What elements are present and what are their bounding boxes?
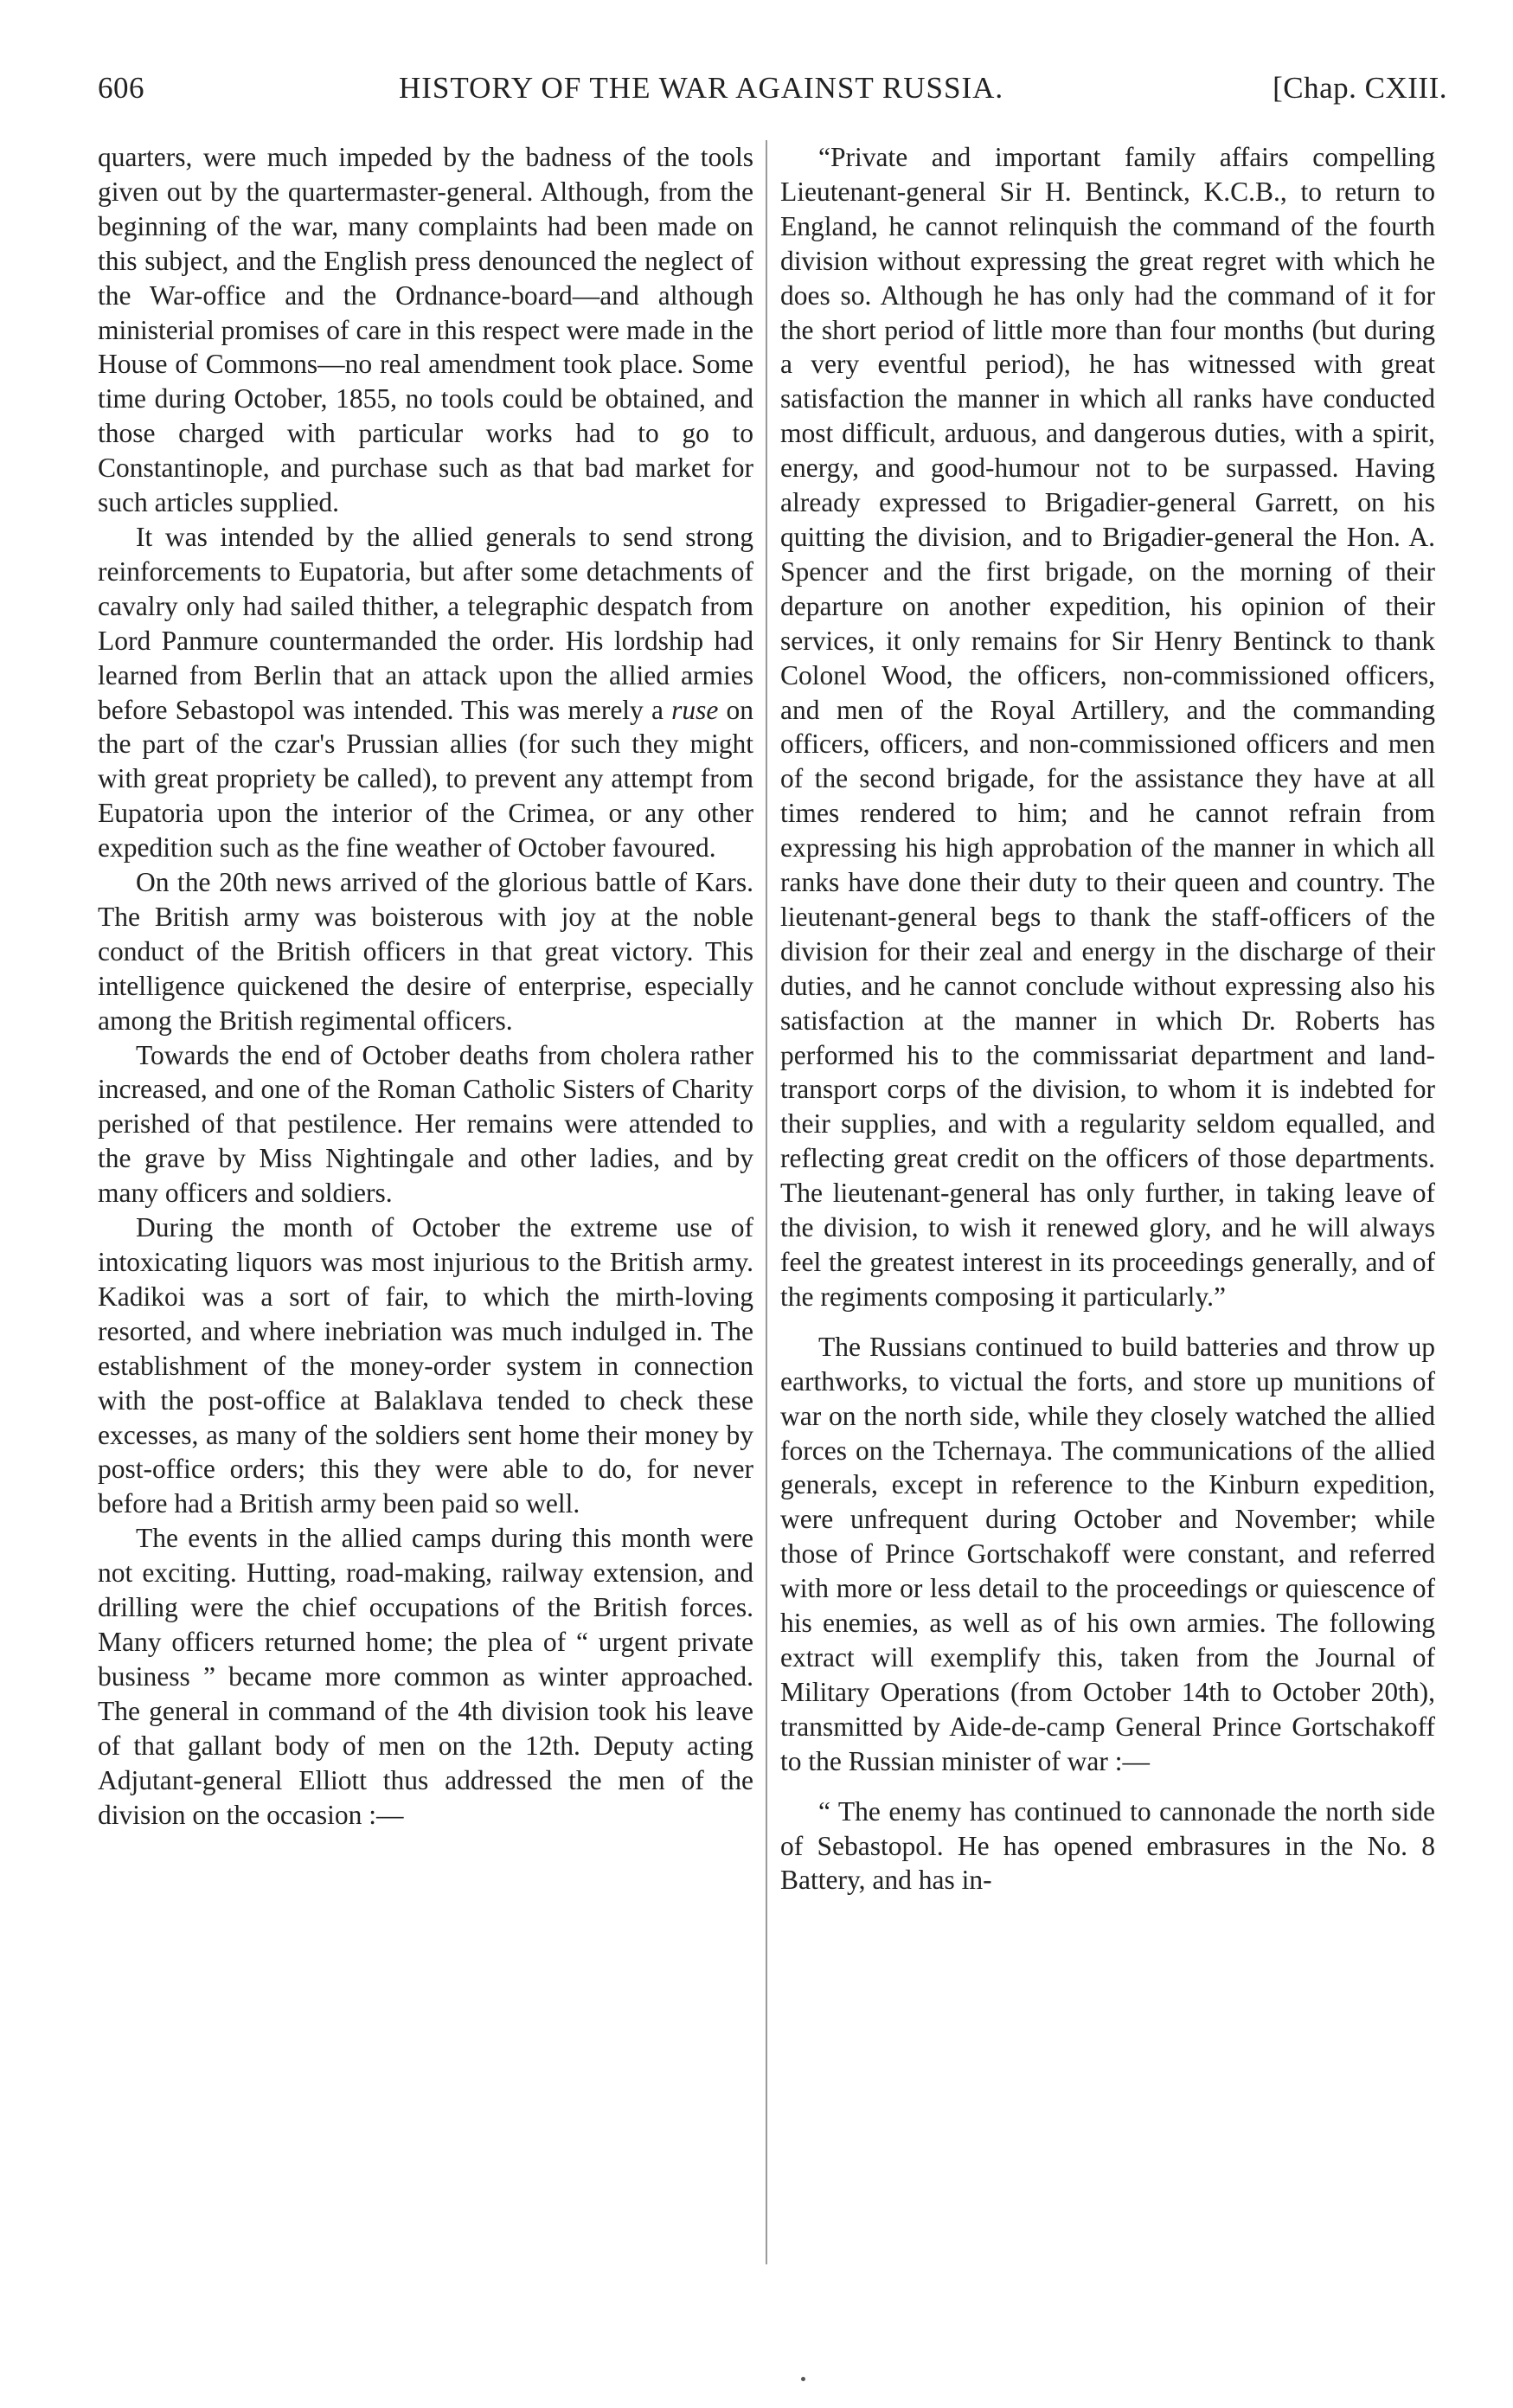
running-title: HISTORY OF THE WAR AGAINST RUSSIA. xyxy=(399,71,1004,105)
page-number: 606 xyxy=(98,71,144,105)
italic-ruse: ruse xyxy=(671,694,719,725)
quote-bentinck: “Private and important family affairs compelling Lieutenant-general Sir H. Bentinck, K.C.B., to return to England, he cannot relinquish the command of the fourth division without expressing the great regret with which he does so. Although he has only had the command of it for the short period of little more than four months (but during a very eventful period), he has witnessed with great satisfaction the manner in which all ranks have conducted most difficult, arduous, and dangerous duties, with a spirit, energy, and good-humour not to be surpassed. Having already expressed to Brigadier-general Garrett, on his quitting the division, and to Brigadier-general the Hon. A. Spencer and the first brigade, on the morning of their departure on another expedition, his opinion of their services, it only remains for Sir Henry Bentinck to thank Colonel Wood, the officers, non-commissioned officers, and men of the Royal Artillery, and the commanding officers, officers, and non-commissioned officers and men of the second brigade, for the assistance they have at all times rendered to him; and he cannot refrain from expressing his high approbation of the manner in which all ranks have done their duty to their queen and country. The lieutenant-general begs to thank the staff-officers of the division for their zeal and energy in the discharge of their duties, and he cannot conclude without expressing also his satisfaction at the manner in which Dr. Roberts has performed his to the commissariat department and land-transport corps of the division, to whom it is indebted for their supplies, and with a regularity seldom equalled, and reflecting great credit on the officers of those departments. The lieutenant-general has only further, in taking leave of the division, to wish it renewed glory, and he will always feel the greatest interest in its proceedings generally, and of the regiments composing it particularly.” xyxy=(780,142,1435,1312)
paragraph-camp-events: The events in the allied camps during this month were not exciting. Hutting, road-making, railway extension, and drilling were the chief occupations of the British forces. Many officers returned home; the plea of “ urgent private business ” became more common as winter approached. The general in command of the 4th division took his leave of that gallant body of men on the 12th. Deputy acting Adjutant-general Elliott thus addressed the men of the division on the occasion :— xyxy=(98,1523,753,1830)
ink-speck xyxy=(801,2377,805,2381)
chapter-label: [Chap. CXIII. xyxy=(1273,71,1447,105)
right-column xyxy=(780,140,1435,1898)
left-column xyxy=(98,140,753,1832)
paragraph-cholera: Towards the end of October deaths from cholera rather increased, and one of the Roman Catholic Sisters of Charity perished of that pestilence. Her remains were attended to the grave by Miss Nightingale and other ladies, and by many officers and soldiers. xyxy=(98,1039,753,1209)
running-head xyxy=(98,71,1447,123)
paragraph-eupatoria-part1: It was intended by the allied generals to send strong reinforcements to Eupatoria, but after some detachments of cavalry only had sailed thither, a telegraphic despatch from Lord Panmure countermanded the order. His lordship had learned from Berlin that an attack upon the allied armies before Sebastopol was intended. This was merely a xyxy=(98,521,753,725)
quote-journal: “ The enemy has continued to cannonade the north side of Sebastopol. He has opened embrasures in the No. 8 Battery, and has in- xyxy=(780,1795,1435,1896)
paragraph-russians: The Russians continued to build batteries and throw up earthworks, to victual the forts, and store up munitions of war on the north side, while they closely watched the allied forces on the Tchernaya. The communications of the allied generals, except in reference to the Kinburn expedition, were unfrequent during October and November; while those of Prince Gortschakoff were constant, and referred with more or less detail to the proceedings or quiescence of his enemies, as well as of his own armies. The following extract will exemplify this, taken from the Journal of Military Operations (from October 14th to October 20th), transmitted by Aide-de-camp General Prince Gortschakoff to the Russian minister of war :— xyxy=(780,1331,1435,1776)
paragraph-kars: On the 20th news arrived of the glorious battle of Kars. The British army was boisterous with joy at the noble conduct of the British officers in that great victory. This intelligence quickened the desire of enterprise, especially among the British regimental officers. xyxy=(98,867,753,1036)
paragraph-eupatoria xyxy=(98,520,753,865)
paragraph-liquors: During the month of October the extreme use of intoxicating liquors was most injurious to the British army. Kadikoi was a sort of fair, to which the mirth-loving resorted, and where inebriation was much indulged in. The establishment of the money-order system in connection with the post-office at Balaklava tended to check these excesses, as many of the soldiers sent home their money by post-office orders; this they were able to do, for never before had a British army been paid so well. xyxy=(98,1212,753,1519)
paragraph-eupatoria-part2: on the part of the czar's Prussian allies (for such they might with great propriety be called), to prevent any attempt from Eupatoria upon the interior of the Crimea, or any other expedition such as the fine weather of October favoured. xyxy=(98,694,753,864)
column-divider xyxy=(766,140,767,2264)
paragraph-tools: quarters, were much impeded by the badness of the tools given out by the quartermaster-general. Although, from the beginning of the war, many complaints had been made on this subject, and the English press denounced the neglect of the War-office and the Ordnance-board—and although ministerial promises of care in this respect were made in the House of Commons—no real amendment took place. Some time during October, 1855, no tools could be obtained, and those charged with particular works had to go to Constantinople, and purchase such as that bad market for such articles supplied. xyxy=(98,142,753,518)
